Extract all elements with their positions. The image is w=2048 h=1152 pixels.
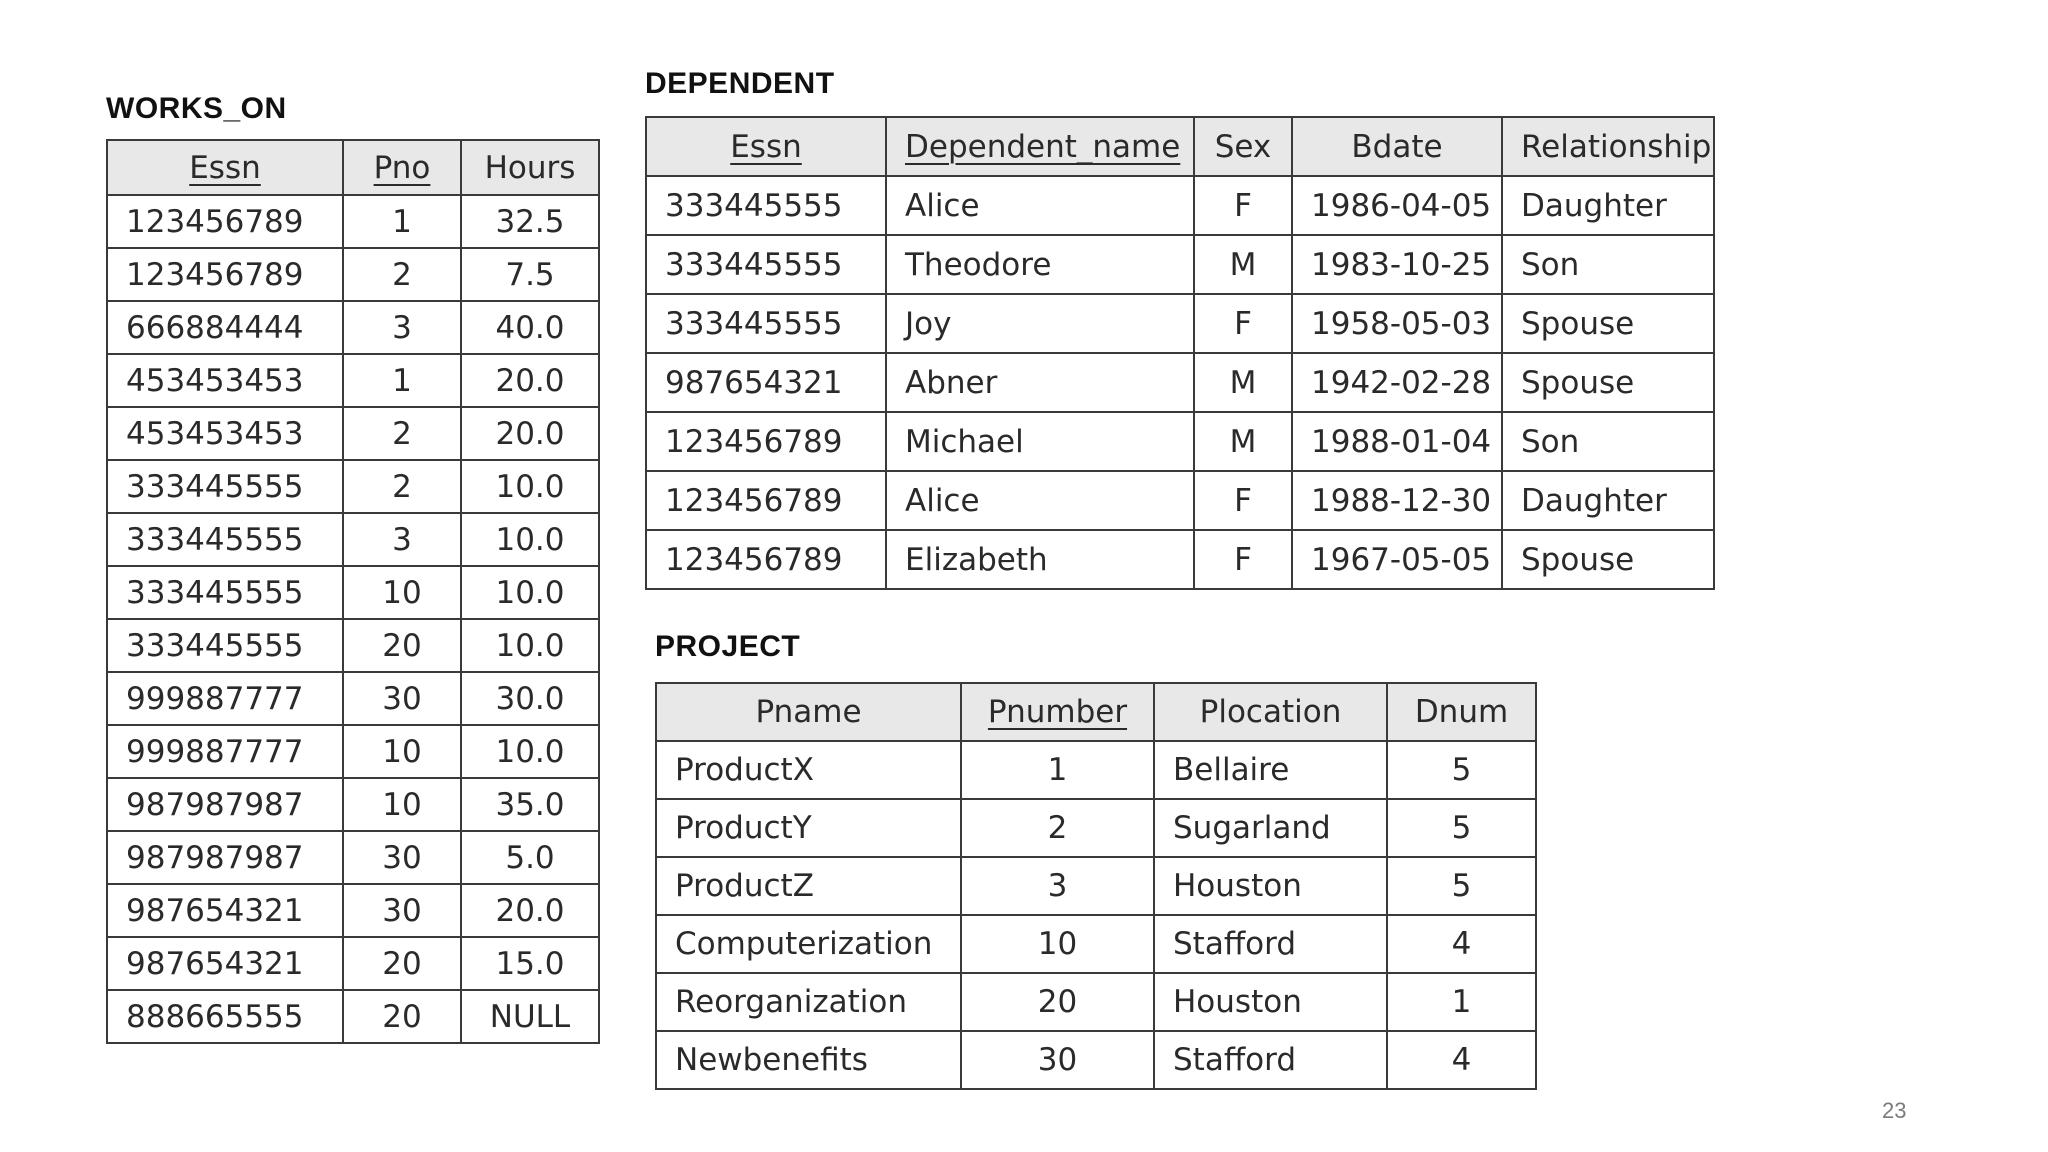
project-row-cell: 4 bbox=[1387, 915, 1536, 973]
dependent-row bbox=[646, 471, 1714, 530]
works-on-row bbox=[107, 248, 599, 301]
works-on-row-cell: 10.0 bbox=[461, 566, 599, 619]
project-col-pname: Pname bbox=[656, 683, 961, 741]
works-on-row bbox=[107, 831, 599, 884]
dependent-row-cell: M bbox=[1194, 235, 1292, 294]
dependent-row-cell: Theodore bbox=[886, 235, 1194, 294]
works-on-row-cell: 15.0 bbox=[461, 937, 599, 990]
dependent-row-cell: 333445555 bbox=[646, 176, 886, 235]
dependent-row-cell: 1958-05-03 bbox=[1292, 294, 1502, 353]
dependent-row-cell: 1942-02-28 bbox=[1292, 353, 1502, 412]
project-row-cell: ProductY bbox=[656, 799, 961, 857]
works-on-row bbox=[107, 725, 599, 778]
dependent-row-cell: 333445555 bbox=[646, 294, 886, 353]
works-on-row-cell: 10 bbox=[343, 566, 461, 619]
works-on-row-cell: 20 bbox=[343, 990, 461, 1043]
dependent-row-cell: Daughter bbox=[1502, 471, 1714, 530]
project-row-cell: ProductX bbox=[656, 741, 961, 799]
project-row-cell: 3 bbox=[961, 857, 1154, 915]
works-on-row-cell: 999887777 bbox=[107, 672, 343, 725]
works-on-row-cell: 40.0 bbox=[461, 301, 599, 354]
dependent-col-dependent-name: Dependent_name bbox=[886, 117, 1194, 176]
works-on-row-cell: 20 bbox=[343, 619, 461, 672]
works-on-row-cell: 32.5 bbox=[461, 195, 599, 248]
project-row-cell: Stafford bbox=[1154, 1031, 1387, 1089]
dependent-row bbox=[646, 353, 1714, 412]
dependent-row bbox=[646, 530, 1714, 589]
works-on-row-cell: 2 bbox=[343, 460, 461, 513]
dependent-row-cell: 123456789 bbox=[646, 412, 886, 471]
works-on-col-hours: Hours bbox=[461, 140, 599, 195]
project-row-cell: Houston bbox=[1154, 857, 1387, 915]
project-row-cell: 20 bbox=[961, 973, 1154, 1031]
project-row-cell: 4 bbox=[1387, 1031, 1536, 1089]
project-row-cell: 1 bbox=[1387, 973, 1536, 1031]
project-row-cell: Newbenefits bbox=[656, 1031, 961, 1089]
project-row-cell: Houston bbox=[1154, 973, 1387, 1031]
works-on-row-cell: 666884444 bbox=[107, 301, 343, 354]
works-on-row-cell: NULL bbox=[461, 990, 599, 1043]
works-on-row-cell: 1 bbox=[343, 354, 461, 407]
project-row-cell: Sugarland bbox=[1154, 799, 1387, 857]
works-on-row bbox=[107, 195, 599, 248]
dependent-row-cell: M bbox=[1194, 353, 1292, 412]
dependent-row-cell: Alice bbox=[886, 471, 1194, 530]
works-on-row-cell: 10.0 bbox=[461, 619, 599, 672]
works-on-row bbox=[107, 513, 599, 566]
project-row bbox=[656, 799, 1536, 857]
dependent-row-cell: Elizabeth bbox=[886, 530, 1194, 589]
dependent-row-cell: Son bbox=[1502, 235, 1714, 294]
works-on-row-cell: 20.0 bbox=[461, 884, 599, 937]
dependent-row-cell: Spouse bbox=[1502, 530, 1714, 589]
dependent-col-relationship: Relationship bbox=[1502, 117, 1714, 176]
project-table bbox=[655, 682, 1537, 1090]
works-on-row-cell: 453453453 bbox=[107, 354, 343, 407]
dependent-row-cell: Son bbox=[1502, 412, 1714, 471]
dependent-row-cell: F bbox=[1194, 530, 1292, 589]
project-row-cell: Computerization bbox=[656, 915, 961, 973]
works-on-row-cell: 987654321 bbox=[107, 937, 343, 990]
works-on-row bbox=[107, 566, 599, 619]
works-on-row-cell: 333445555 bbox=[107, 513, 343, 566]
works-on-row-cell: 30.0 bbox=[461, 672, 599, 725]
works-on-row-cell: 123456789 bbox=[107, 195, 343, 248]
project-row-cell: 2 bbox=[961, 799, 1154, 857]
dependent-row-cell: 1988-12-30 bbox=[1292, 471, 1502, 530]
dependent-row-cell: 1983-10-25 bbox=[1292, 235, 1502, 294]
works-on-row-cell: 2 bbox=[343, 248, 461, 301]
works-on-table bbox=[106, 139, 600, 1044]
project-row bbox=[656, 741, 1536, 799]
works-on-row-cell: 20.0 bbox=[461, 407, 599, 460]
dependent-row-cell: 1967-05-05 bbox=[1292, 530, 1502, 589]
dependent-row-cell: F bbox=[1194, 294, 1292, 353]
dependent-row-cell: Abner bbox=[886, 353, 1194, 412]
works-on-row-cell: 10.0 bbox=[461, 513, 599, 566]
works-on-row bbox=[107, 937, 599, 990]
works-on-row-cell: 10.0 bbox=[461, 460, 599, 513]
works-on-row-cell: 20 bbox=[343, 937, 461, 990]
project-row-cell: 5 bbox=[1387, 799, 1536, 857]
works-on-row bbox=[107, 354, 599, 407]
works-on-row-cell: 2 bbox=[343, 407, 461, 460]
works-on-row-cell: 20.0 bbox=[461, 354, 599, 407]
works-on-row bbox=[107, 778, 599, 831]
works-on-row bbox=[107, 407, 599, 460]
project-col-dnum: Dnum bbox=[1387, 683, 1536, 741]
dependent-row bbox=[646, 176, 1714, 235]
dependent-row-cell: 1988-01-04 bbox=[1292, 412, 1502, 471]
works-on-row bbox=[107, 672, 599, 725]
works-on-row-cell: 10 bbox=[343, 725, 461, 778]
project-row bbox=[656, 1031, 1536, 1089]
dependent-row-cell: 987654321 bbox=[646, 353, 886, 412]
works-on-row-cell: 5.0 bbox=[461, 831, 599, 884]
project-row-cell: 10 bbox=[961, 915, 1154, 973]
works-on-row-cell: 30 bbox=[343, 831, 461, 884]
project-row-cell: 5 bbox=[1387, 857, 1536, 915]
dependent-row-cell: F bbox=[1194, 176, 1292, 235]
works-on-row bbox=[107, 460, 599, 513]
dependent-row bbox=[646, 412, 1714, 471]
works-on-row bbox=[107, 301, 599, 354]
works-on-row-cell: 888665555 bbox=[107, 990, 343, 1043]
dependent-row bbox=[646, 294, 1714, 353]
dependent-row-cell: M bbox=[1194, 412, 1292, 471]
project-header-row bbox=[656, 683, 1536, 741]
project-row-cell: Reorganization bbox=[656, 973, 961, 1031]
project-row-cell: Bellaire bbox=[1154, 741, 1387, 799]
dependent-row bbox=[646, 235, 1714, 294]
works-on-row-cell: 10.0 bbox=[461, 725, 599, 778]
works-on-row-cell: 333445555 bbox=[107, 619, 343, 672]
dependent-row-cell: Spouse bbox=[1502, 353, 1714, 412]
project-row-cell: 30 bbox=[961, 1031, 1154, 1089]
dependent-header-row bbox=[646, 117, 1714, 176]
dependent-col-essn: Essn bbox=[646, 117, 886, 176]
works-on-row-cell: 7.5 bbox=[461, 248, 599, 301]
works-on-row-cell: 453453453 bbox=[107, 407, 343, 460]
project-col-pnumber: Pnumber bbox=[961, 683, 1154, 741]
works-on-row-cell: 30 bbox=[343, 672, 461, 725]
project-title: PROJECT bbox=[655, 630, 801, 663]
dependent-col-sex: Sex bbox=[1194, 117, 1292, 176]
dependent-row-cell: 123456789 bbox=[646, 530, 886, 589]
dependent-row-cell: 1986-04-05 bbox=[1292, 176, 1502, 235]
dependent-row-cell: 123456789 bbox=[646, 471, 886, 530]
works-on-row-cell: 35.0 bbox=[461, 778, 599, 831]
works-on-row bbox=[107, 884, 599, 937]
works-on-title: WORKS_ON bbox=[106, 92, 287, 125]
project-row-cell: 5 bbox=[1387, 741, 1536, 799]
dependent-title: DEPENDENT bbox=[645, 67, 835, 100]
project-col-plocation: Plocation bbox=[1154, 683, 1387, 741]
works-on-col-pno: Pno bbox=[343, 140, 461, 195]
works-on-row-cell: 30 bbox=[343, 884, 461, 937]
works-on-row-cell: 10 bbox=[343, 778, 461, 831]
works-on-row-cell: 123456789 bbox=[107, 248, 343, 301]
works-on-row bbox=[107, 619, 599, 672]
page-number: 23 bbox=[1882, 1098, 1907, 1123]
project-row bbox=[656, 973, 1536, 1031]
project-row-cell: 1 bbox=[961, 741, 1154, 799]
works-on-row-cell: 333445555 bbox=[107, 460, 343, 513]
works-on-row-cell: 999887777 bbox=[107, 725, 343, 778]
project-row bbox=[656, 857, 1536, 915]
works-on-header-row bbox=[107, 140, 599, 195]
works-on-row-cell: 987654321 bbox=[107, 884, 343, 937]
works-on-row-cell: 987987987 bbox=[107, 831, 343, 884]
dependent-table bbox=[645, 116, 1715, 590]
works-on-row-cell: 987987987 bbox=[107, 778, 343, 831]
works-on-row-cell: 3 bbox=[343, 301, 461, 354]
dependent-row-cell: Alice bbox=[886, 176, 1194, 235]
works-on-row-cell: 1 bbox=[343, 195, 461, 248]
dependent-row-cell: 333445555 bbox=[646, 235, 886, 294]
works-on-row bbox=[107, 990, 599, 1043]
works-on-col-essn: Essn bbox=[107, 140, 343, 195]
dependent-row-cell: F bbox=[1194, 471, 1292, 530]
project-row-cell: Stafford bbox=[1154, 915, 1387, 973]
works-on-row-cell: 333445555 bbox=[107, 566, 343, 619]
project-row bbox=[656, 915, 1536, 973]
dependent-row-cell: Michael bbox=[886, 412, 1194, 471]
project-row-cell: ProductZ bbox=[656, 857, 961, 915]
dependent-row-cell: Joy bbox=[886, 294, 1194, 353]
works-on-row-cell: 3 bbox=[343, 513, 461, 566]
dependent-row-cell: Daughter bbox=[1502, 176, 1714, 235]
dependent-row-cell: Spouse bbox=[1502, 294, 1714, 353]
dependent-col-bdate: Bdate bbox=[1292, 117, 1502, 176]
